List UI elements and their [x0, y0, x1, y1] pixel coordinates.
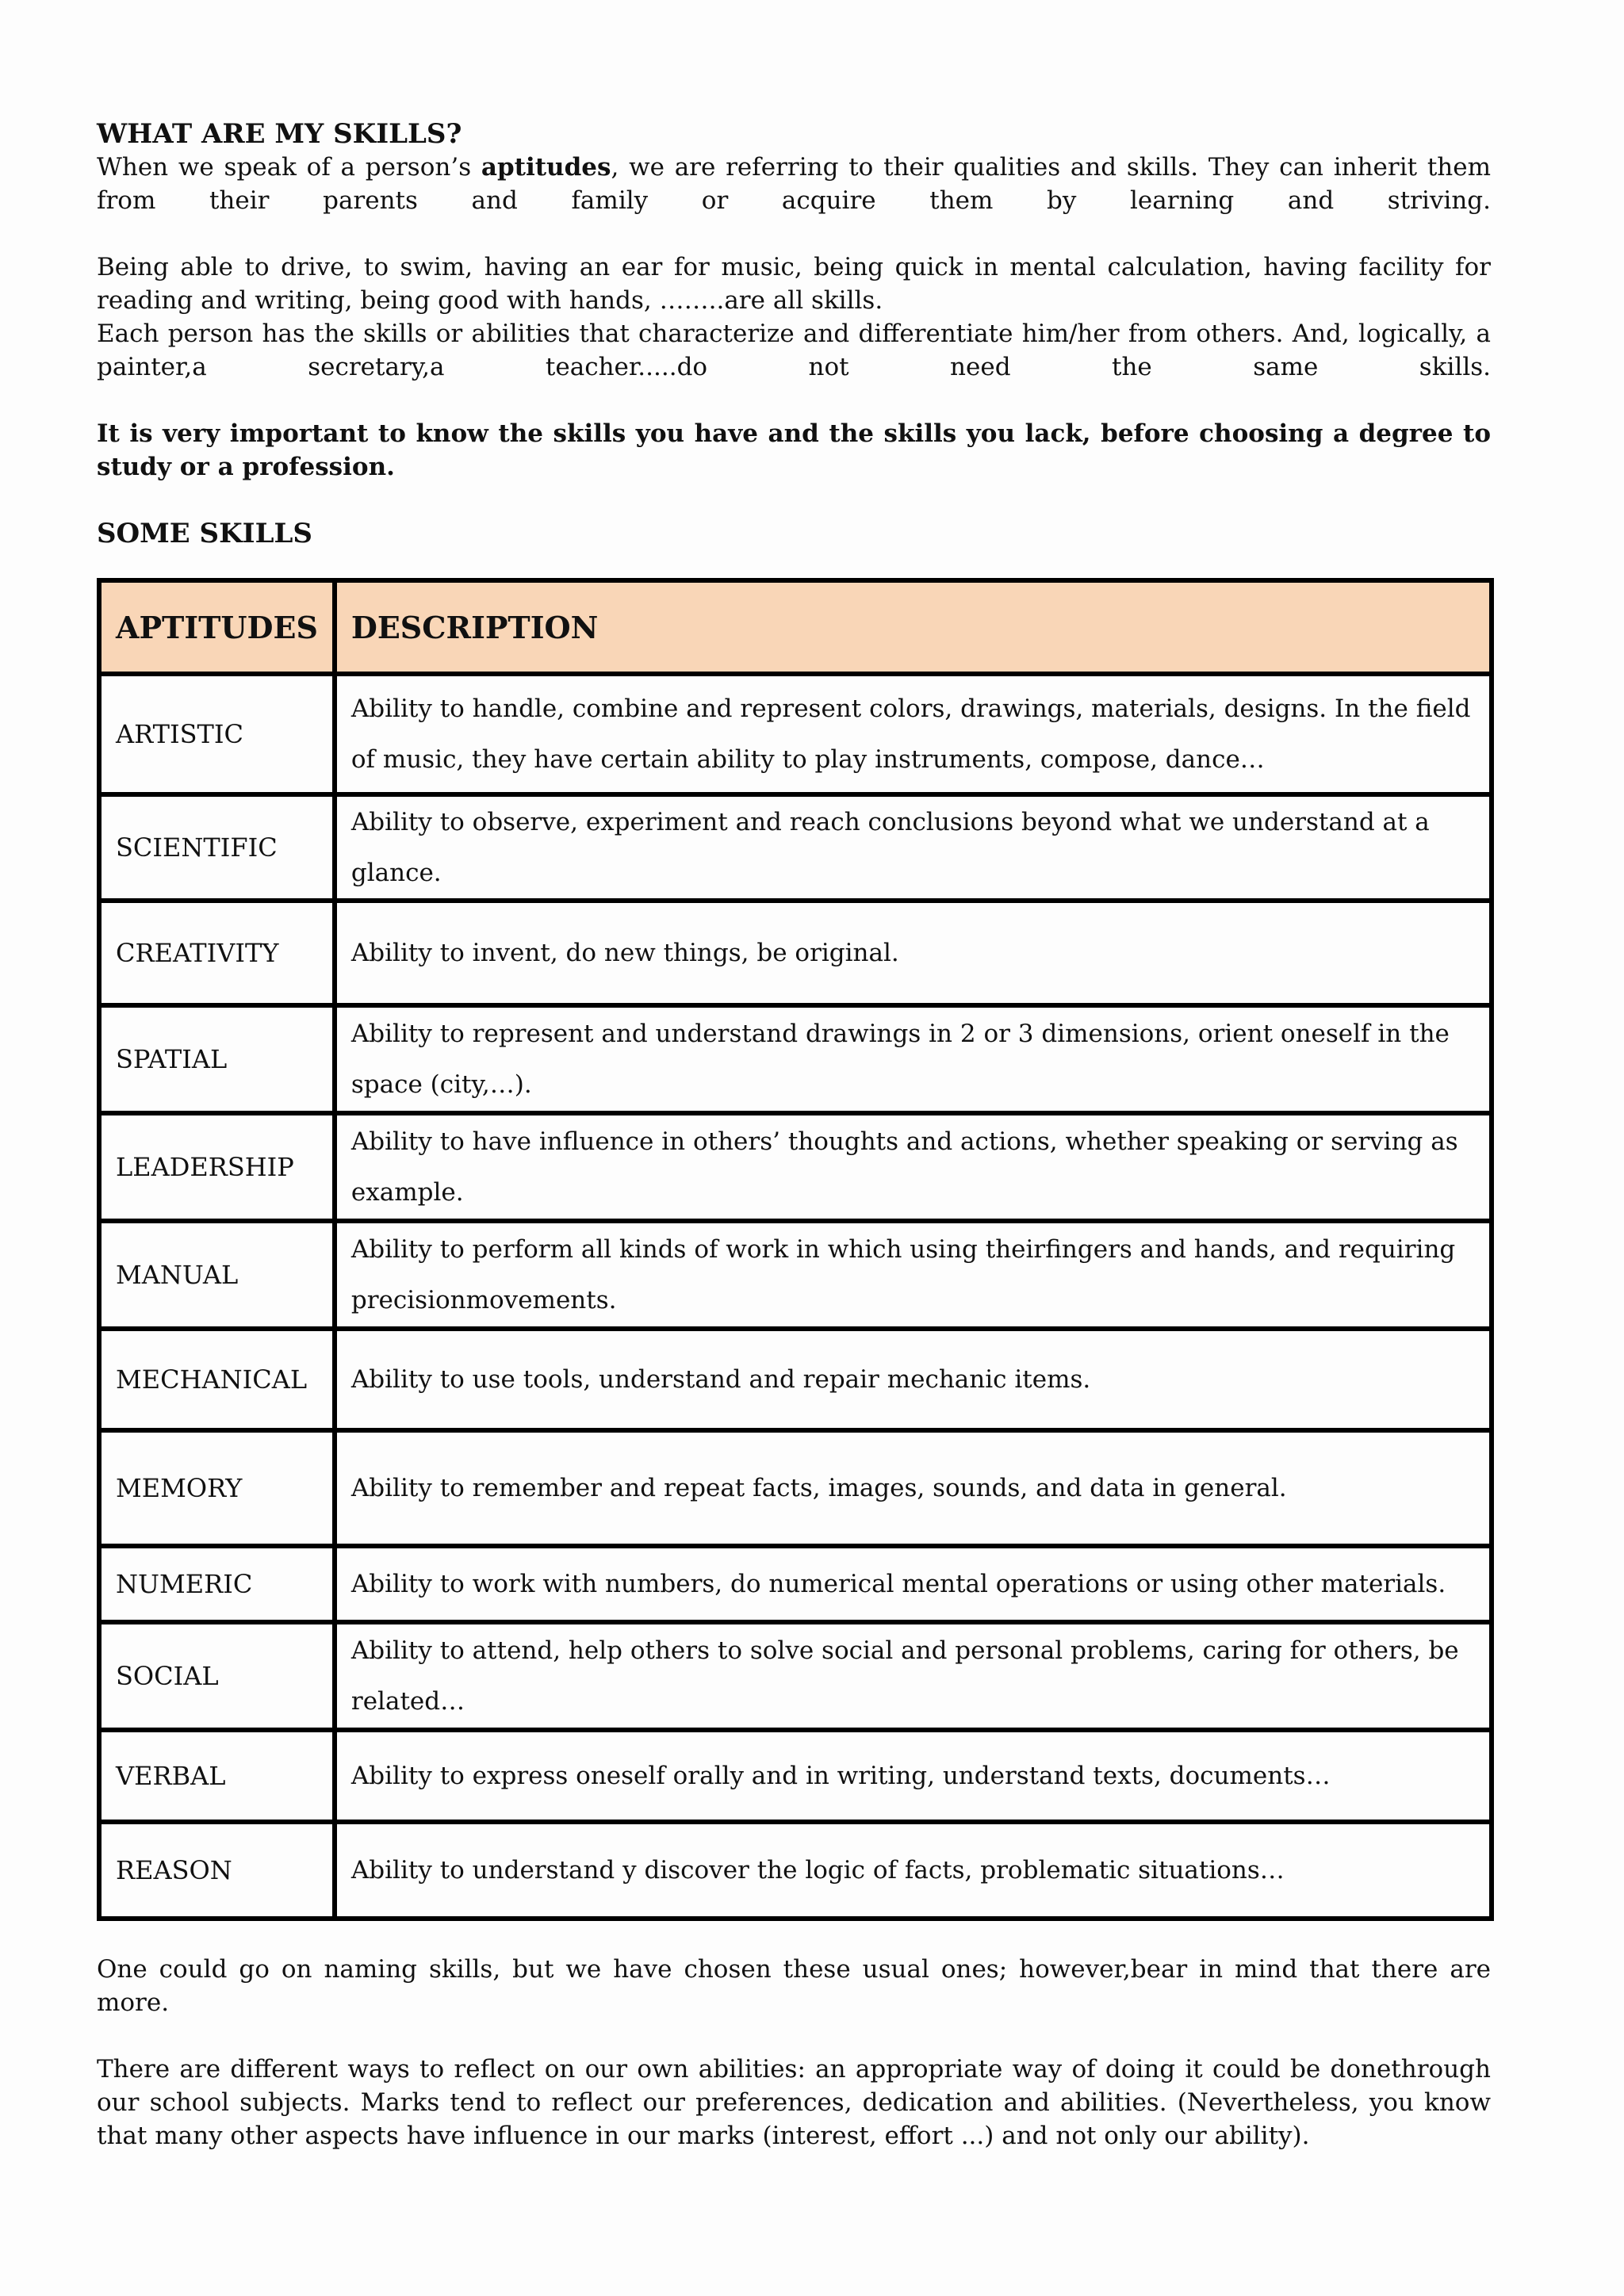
table-row: [99, 1113, 1492, 1221]
page-title: WHAT ARE MY SKILLS?: [97, 118, 462, 150]
aptitude-cell: SCIENTIFIC: [99, 794, 335, 901]
document-page: [97, 117, 1491, 2152]
aptitudes-term: aptitudes: [481, 153, 611, 182]
section-title: SOME SKILLS: [97, 518, 312, 549]
closing-paragraph-more-skills: One could go on naming skills, but we have chosen these usual ones; however,bear in mind that there are more.: [97, 1955, 1491, 2017]
closing-paragraph-reflection: There are different ways to reflect on our own abilities: an appropriate way of doing it could be donethrough our school subjects. Marks tend to reflect our preferences, dedication and abilities. (Nevertheless, you know that many other aspects have influence in our marks (interest, effort ...) and not only our ability).: [97, 2055, 1491, 2150]
aptitude-cell: VERBAL: [99, 1730, 335, 1822]
aptitude-cell: CREATIVITY: [99, 901, 335, 1005]
aptitude-cell: LEADERSHIP: [99, 1113, 335, 1221]
description-cell: Ability to work with numbers, do numerical mental operations or using other materials.: [335, 1546, 1492, 1622]
aptitude-cell: MANUAL: [99, 1221, 335, 1329]
table-row: [99, 1822, 1492, 1919]
description-cell: Ability to remember and repeat facts, images, sounds, and data in general.: [335, 1430, 1492, 1546]
table-header-row: [99, 580, 1492, 674]
description-cell: Ability to observe, experiment and reach conclusions beyond what we understand at a glance.: [335, 794, 1492, 901]
table-row: [99, 1622, 1492, 1730]
intro-text-start: When we speak of a person’s: [97, 153, 481, 182]
header-description: DESCRIPTION: [335, 580, 1492, 674]
intro-paragraph-aptitudes: [97, 151, 1491, 217]
description-cell: Ability to attend, help others to solve social and personal problems, caring for others, be related…: [335, 1622, 1492, 1730]
aptitude-cell: MEMORY: [99, 1430, 335, 1546]
table-row: [99, 794, 1492, 901]
table-row: [99, 1329, 1492, 1430]
aptitude-cell: ARTISTIC: [99, 674, 335, 794]
description-cell: Ability to express oneself orally and in writing, understand texts, documents…: [335, 1730, 1492, 1822]
description-cell: Ability to use tools, understand and repair mechanic items.: [335, 1329, 1492, 1430]
important-note: It is very important to know the skills you have and the skills you lack, before choosing a degree to study or a profession.: [97, 419, 1491, 481]
description-cell: Ability to handle, combine and represent colors, drawings, materials, designs. In the field of music, they have certain ability to play instruments, compose, dance…: [335, 674, 1492, 794]
aptitude-cell: MECHANICAL: [99, 1329, 335, 1430]
description-cell: Ability to have influence in others’ thoughts and actions, whether speaking or serving as example.: [335, 1113, 1492, 1221]
description-cell: Ability to represent and understand drawings in 2 or 3 dimensions, orient oneself in the space (city,…).: [335, 1005, 1492, 1113]
aptitude-cell: NUMERIC: [99, 1546, 335, 1622]
intro-text-end: , we are referring to their qualities and skills. They can inherit them from their parents and family or acquire them by learning and striving.: [97, 153, 1491, 215]
table-row: [99, 1546, 1492, 1622]
aptitude-cell: SPATIAL: [99, 1005, 335, 1113]
aptitude-cell: SOCIAL: [99, 1622, 335, 1730]
aptitude-cell: REASON: [99, 1822, 335, 1919]
skills-table: [97, 578, 1494, 1921]
header-aptitudes: APTITUDES: [99, 580, 335, 674]
table-row: [99, 674, 1492, 794]
table-row: [99, 1221, 1492, 1329]
description-cell: Ability to understand y discover the logic of facts, problematic situations…: [335, 1822, 1492, 1919]
table-row: [99, 1430, 1492, 1546]
table-row: [99, 901, 1492, 1005]
description-cell: Ability to invent, do new things, be original.: [335, 901, 1492, 1005]
skills-differentiate-paragraph: Each person has the skills or abilities that characterize and differentiate him/her from others. And, logically, a painter,a secretary,a teacher.....do not need the same skills.: [97, 320, 1491, 381]
description-cell: Ability to perform all kinds of work in which using theirfingers and hands, and requiring precisionmovements.: [335, 1221, 1492, 1329]
table-row: [99, 1730, 1492, 1822]
table-row: [99, 1005, 1492, 1113]
skills-examples-paragraph: Being able to drive, to swim, having an ear for music, being quick in mental calculation, having facility for reading and writing, being good with hands, ……..are all skills.: [97, 253, 1491, 315]
